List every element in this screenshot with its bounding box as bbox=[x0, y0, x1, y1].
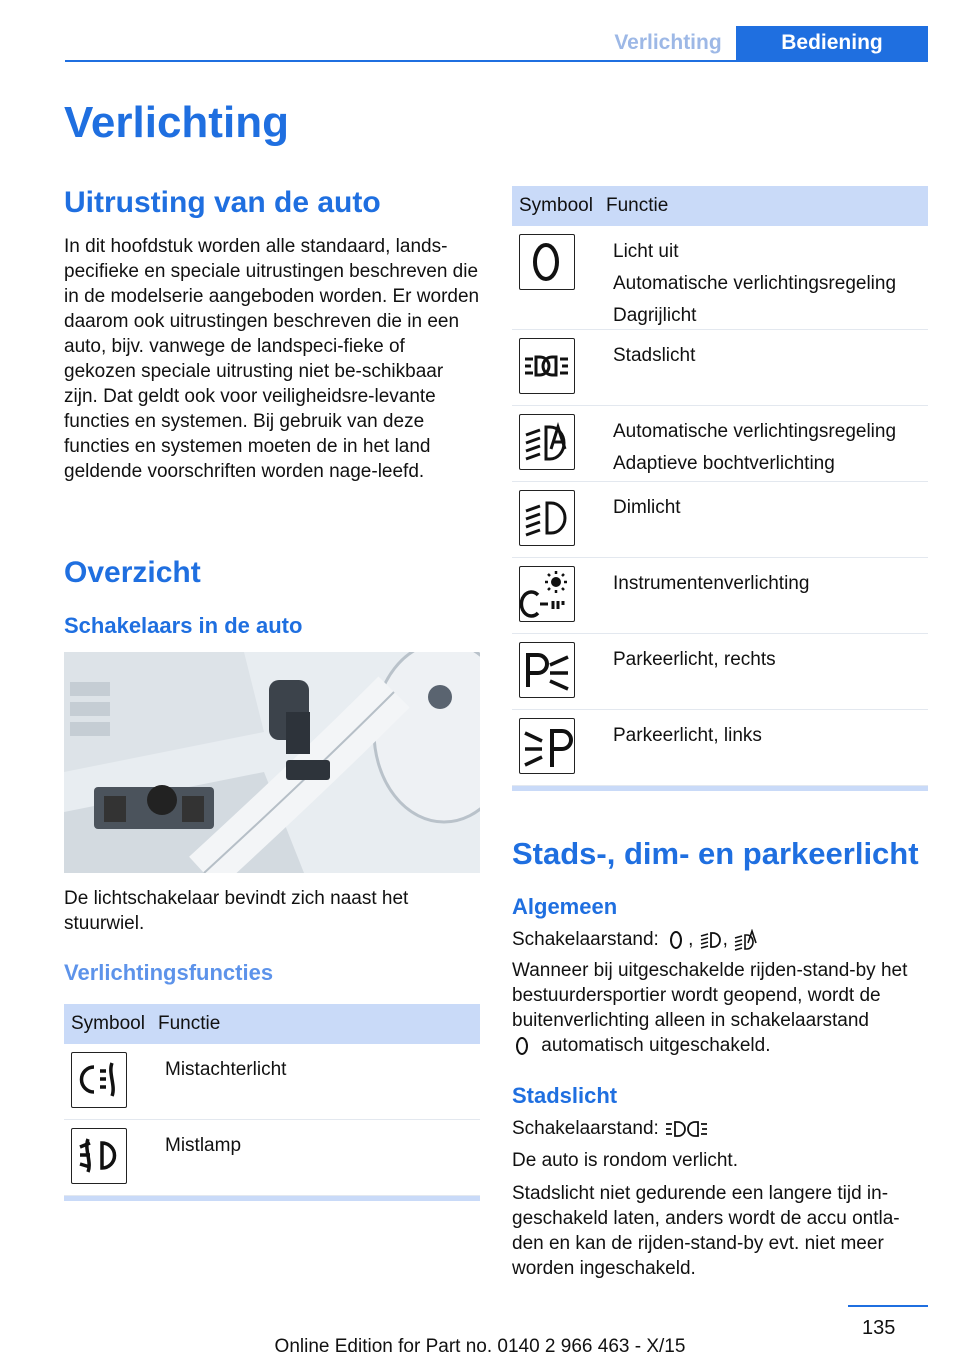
table-row-text: Mistlamp bbox=[165, 1135, 242, 1156]
col-function-header: Functie bbox=[606, 195, 669, 216]
switch-label: Schakelaarstand: bbox=[512, 929, 659, 950]
header-section-tab: Verlichting bbox=[614, 31, 722, 54]
page-number: 135 bbox=[862, 1317, 896, 1339]
header-chapter-tab: Bediening bbox=[736, 26, 928, 60]
table-row bbox=[512, 482, 928, 558]
table-end-rule bbox=[64, 1196, 480, 1201]
heading-sidelight: Stadslicht bbox=[512, 1083, 618, 1108]
table-row-text: Instrumentenverlichting bbox=[613, 573, 810, 594]
heading-equipment: Uitrusting van de auto bbox=[64, 186, 381, 219]
table-row-text: Parkeerlicht, rechts bbox=[613, 649, 776, 670]
rear-fog-light-icon bbox=[71, 1052, 127, 1108]
low-beam-icon bbox=[519, 490, 575, 546]
table-row-text bbox=[613, 236, 896, 332]
low-beam-icon bbox=[699, 929, 723, 951]
sidelight-text1: De auto is rondom verlicht. bbox=[512, 1150, 738, 1171]
table-row-text: Dimlicht bbox=[613, 497, 681, 518]
table-row bbox=[512, 634, 928, 710]
table-row bbox=[512, 406, 928, 482]
front-fog-light-icon bbox=[71, 1128, 127, 1184]
table-row bbox=[512, 330, 928, 406]
table-row-text: Parkeerlicht, links bbox=[613, 725, 762, 746]
instrument-lighting-icon bbox=[519, 566, 575, 622]
heading-functions: Verlichtingsfuncties bbox=[64, 960, 274, 985]
table-row bbox=[64, 1044, 480, 1120]
table-row-text bbox=[613, 416, 896, 480]
table-end-rule bbox=[512, 786, 928, 791]
parking-light-left-icon bbox=[519, 718, 575, 774]
table-header bbox=[64, 1004, 480, 1044]
sidelight-switch-line bbox=[512, 1116, 928, 1141]
row-line: Dagrijlicht bbox=[613, 305, 697, 326]
header-rule bbox=[65, 60, 928, 62]
table-row-text: Mistachterlicht bbox=[165, 1059, 287, 1080]
separator: , bbox=[688, 929, 694, 950]
sidelight-text2: Stadslicht niet gedurende een langere tijd in-geschakeld laten, anders wordt de accu ontla-den en kan de rijden-stand-by evt. niet meer worden ingeschakeld. bbox=[512, 1183, 900, 1279]
table-row-text: Stadslicht bbox=[613, 345, 696, 366]
row-line: Automatische verlichtingsregeling bbox=[613, 273, 897, 294]
switch-zero-icon bbox=[519, 234, 575, 290]
row-line: Automatische verlichtingsregeling bbox=[613, 421, 897, 442]
row-line: Licht uit bbox=[613, 241, 679, 262]
auto-headlight-icon bbox=[733, 929, 757, 951]
equipment-paragraph: In dit hoofdstuk worden alle standaard, lands-pecifieke en speciale uitrustingen beschreven die in de modelserie aangeboden worden. Er worden daarom ook uitrustingen beschreven die in een auto, bijv. vanwege de landspeci-fieke of gekozen speciale uitrusting niet be-schikbaar zijn. Dat geldt ook voor veiligheidsre-levante functies en systemen. Bij gebruik van deze functies en systemen moeten de in het land geldende voorschriften worden nage-leefd. bbox=[64, 236, 480, 482]
auto-headlight-icon bbox=[519, 414, 575, 470]
functions-table-right bbox=[512, 186, 928, 791]
parking-light-right-icon bbox=[519, 642, 575, 698]
table-row bbox=[512, 226, 928, 330]
table-header bbox=[512, 186, 928, 226]
heading-switches: Schakelaars in de auto bbox=[64, 613, 303, 638]
general-text-a: Wanneer bij uitgeschakelde rijden-stand-by het bestuurdersportier wordt geopend, wordt de buitenverlichting alleen in schakelaarstand bbox=[512, 960, 908, 1031]
separator: , bbox=[722, 929, 728, 950]
col-symbol-header: Symbool bbox=[519, 195, 593, 216]
switch-zero-icon bbox=[512, 1035, 536, 1057]
row-line: Adaptieve bochtverlichting bbox=[613, 453, 835, 474]
footer-rule bbox=[848, 1305, 928, 1307]
table-row bbox=[512, 558, 928, 634]
side-light-icon bbox=[664, 1118, 714, 1140]
footer-edition: Online Edition for Part no. 0140 2 966 463 - X/15 bbox=[274, 1336, 686, 1357]
page-title: Verlichting bbox=[64, 98, 289, 147]
heading-general: Algemeen bbox=[512, 894, 618, 919]
table-row bbox=[64, 1120, 480, 1196]
heading-section: Stads-, dim- en parkeerlicht bbox=[512, 836, 919, 871]
switch-location-photo bbox=[64, 652, 480, 873]
functions-table-left bbox=[64, 1004, 480, 1201]
general-text-b: automatisch uitgeschakeld. bbox=[541, 1035, 771, 1056]
side-light-icon bbox=[519, 338, 575, 394]
switch-label: Schakelaarstand: bbox=[512, 1118, 659, 1139]
heading-overview: Overzicht bbox=[64, 556, 201, 589]
general-paragraph bbox=[512, 958, 928, 1058]
photo-caption: De lichtschakelaar bevindt zich naast het stuurwiel. bbox=[64, 888, 409, 934]
switch-zero-icon bbox=[664, 929, 688, 951]
col-function-header: Functie bbox=[158, 1013, 221, 1034]
general-switch-line bbox=[512, 927, 928, 952]
col-symbol-header: Symbool bbox=[71, 1013, 145, 1034]
table-row bbox=[512, 710, 928, 786]
